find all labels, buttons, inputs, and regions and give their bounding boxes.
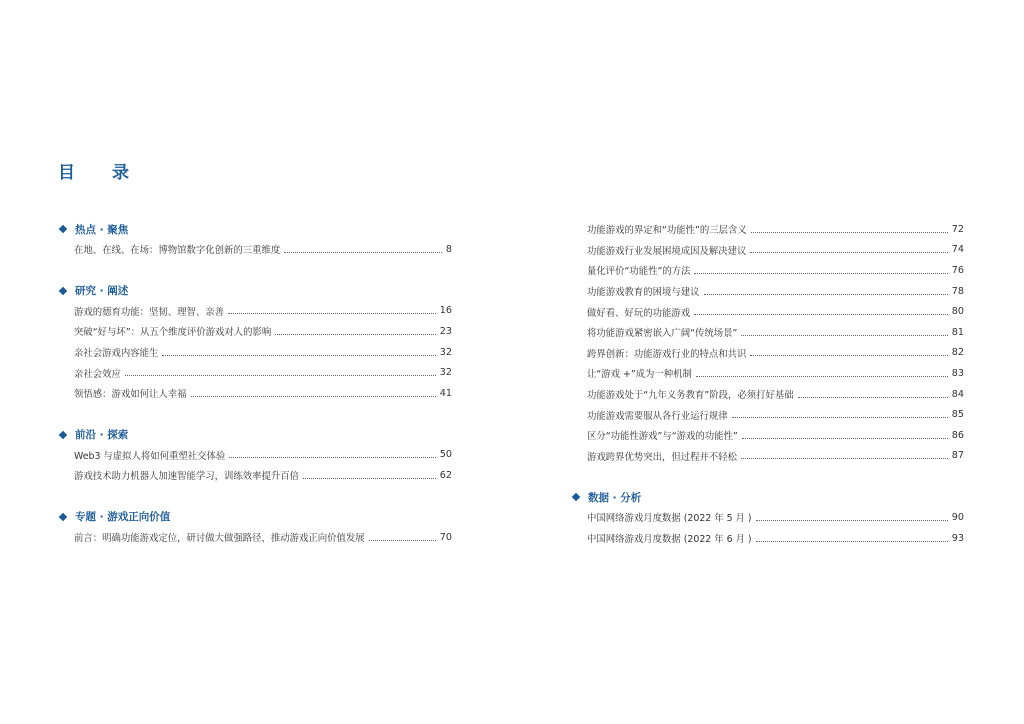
toc-entry-title: 亲社会效应 [74, 368, 121, 380]
toc-entry-title: 做好看、好玩的功能游戏 [587, 307, 691, 319]
dot-leader [191, 396, 436, 397]
dot-leader [732, 417, 948, 418]
toc-entry-page-number: 23 [439, 325, 452, 337]
section-heading-label: 专题 · 游戏正向价值 [75, 511, 171, 524]
toc-entry-title: 区分“功能性游戏”与“游戏的功能性” [587, 431, 738, 443]
dot-leader [275, 334, 436, 335]
toc-entry[interactable] [58, 383, 452, 404]
toc-entry-page-number: 72 [951, 223, 964, 235]
toc-entry-page-number: 74 [951, 244, 964, 256]
toc-entry-title: 功能游戏教育的困境与建议 [587, 287, 700, 299]
toc-entry-page-number: 16 [439, 305, 452, 317]
toc-entry-title: 功能游戏的界定和“功能性”的三层含义 [587, 225, 747, 237]
section-heading-label: 前沿 · 探索 [75, 429, 129, 442]
toc-entry-page-number: 81 [951, 326, 964, 338]
toc-section [58, 507, 452, 548]
toc-entry[interactable] [571, 281, 964, 302]
dot-leader [694, 314, 948, 315]
toc-entry-title: 领悟感：游戏如何让人幸福 [74, 389, 187, 401]
toc-entry[interactable] [58, 527, 452, 548]
dot-leader [162, 355, 435, 356]
dot-leader [696, 376, 948, 377]
toc-entry[interactable] [571, 240, 964, 261]
dot-leader [694, 273, 947, 274]
toc-entry-page-number: 62 [439, 469, 452, 481]
diamond-bullet-icon [59, 430, 67, 438]
toc-entry-page-number: 41 [439, 387, 452, 399]
dot-leader [756, 541, 948, 542]
toc-entry-page-number: 32 [439, 367, 452, 379]
toc-entry-title: 功能游戏行业发展困境成因及解决建议 [587, 245, 747, 257]
section-heading [58, 507, 452, 527]
toc-entry-title: 让“游戏 +”成为一种机制 [587, 369, 692, 381]
toc-entry-title: 亲社会游戏内容能生 [74, 348, 159, 360]
dot-leader [369, 540, 436, 541]
toc-entry[interactable] [58, 301, 452, 322]
toc-entry[interactable] [58, 465, 452, 486]
section-heading [58, 281, 452, 301]
toc-entry-page-number: 50 [439, 449, 452, 461]
toc-entry[interactable] [571, 446, 964, 467]
toc-entry-page-number: 82 [951, 347, 964, 359]
dot-leader [741, 335, 947, 336]
toc-entry[interactable] [58, 445, 452, 466]
toc-entry-title: 跨界创新：功能游戏行业的特点和共识 [587, 348, 747, 360]
section-heading [571, 487, 964, 507]
toc-section [58, 281, 452, 404]
toc-entry[interactable] [571, 301, 964, 322]
toc-entry[interactable] [571, 384, 964, 405]
section-heading-label: 数据 · 分析 [588, 491, 642, 504]
dot-leader [756, 520, 948, 521]
diamond-bullet-icon [59, 225, 67, 233]
section-heading [58, 425, 452, 445]
diamond-bullet-icon [572, 493, 580, 501]
dot-leader [751, 232, 948, 233]
toc-entry-page-number: 76 [951, 264, 964, 276]
section-heading [58, 219, 452, 239]
toc-entry-page-number: 90 [951, 511, 964, 523]
toc-entry[interactable] [58, 362, 452, 383]
toc-entry-title: 量化评价“功能性”的方法 [587, 266, 691, 278]
dot-leader [750, 252, 947, 253]
toc-entry-page-number: 85 [951, 409, 964, 421]
toc-left-column [58, 219, 452, 547]
toc-entry-title: 将功能游戏紧密嵌入广阔“传统场景” [587, 328, 738, 340]
toc-entry-title: 突破“好与坏”：从五个维度评价游戏对人的影响 [74, 327, 272, 339]
toc-entry-title: Web3 与虚拟人将如何重塑社交体验 [74, 450, 226, 462]
toc-entry-page-number: 32 [439, 346, 452, 358]
toc-entry-page-number: 70 [439, 531, 452, 543]
toc-entry-title: 在地、在线、在场：博物馆数字化创新的三重维度 [74, 245, 281, 257]
toc-entry[interactable] [571, 343, 964, 364]
page-title: 目 录 [58, 163, 139, 183]
dot-leader [704, 294, 948, 295]
toc-entry-title: 游戏跨界优势突出，但过程并不轻松 [587, 451, 738, 463]
toc-entry[interactable] [571, 528, 964, 549]
toc-section [58, 425, 452, 486]
toc-entry[interactable] [571, 260, 964, 281]
dot-leader [750, 355, 947, 356]
toc-entry[interactable] [571, 363, 964, 384]
toc-entry-page-number: 78 [951, 285, 964, 297]
toc-section [58, 219, 452, 260]
dot-leader [125, 375, 436, 376]
diamond-bullet-icon [59, 513, 67, 521]
toc-entry-title: 中国网络游戏月度数据 (2022 年 5 月 ) [587, 513, 752, 525]
toc-entry-title: 功能游戏处于“九年义务教育”阶段，必须打好基础 [587, 390, 794, 402]
dot-leader [742, 438, 948, 439]
toc-entry[interactable] [58, 321, 452, 342]
dot-leader [229, 457, 436, 458]
dot-leader [798, 397, 948, 398]
toc-entry-title: 游戏的德育功能：坚韧、理智、亲善 [74, 306, 225, 318]
toc-entry-title: 功能游戏需要服从各行业运行规律 [587, 410, 728, 422]
section-heading-label: 热点 · 聚焦 [75, 223, 129, 236]
dot-leader [303, 478, 436, 479]
toc-entry[interactable] [571, 507, 964, 528]
toc-section-continued [571, 219, 964, 466]
toc-entry-title: 前言：明确功能游戏定位，研讨做大做强路径，推动游戏正向价值发展 [74, 533, 365, 545]
section-heading-label: 研究 · 阐述 [75, 285, 129, 298]
toc-entry-page-number: 83 [951, 367, 964, 379]
toc-entry-title: 游戏技术助力机器人加速智能学习，训练效率提升百倍 [74, 471, 300, 483]
diamond-bullet-icon [59, 286, 67, 294]
toc-entry-page-number: 93 [951, 532, 964, 544]
toc-entry[interactable] [571, 404, 964, 425]
toc-entry-title: 中国网络游戏月度数据 (2022 年 6 月 ) [587, 534, 752, 546]
toc-entry[interactable] [571, 322, 964, 343]
toc-entry-page-number: 87 [951, 450, 964, 462]
toc-entry-page-number: 80 [951, 306, 964, 318]
toc-entry[interactable] [571, 219, 964, 240]
dot-leader [741, 458, 948, 459]
toc-entry-page-number: 8 [445, 243, 452, 255]
toc-section [571, 487, 964, 548]
toc-entry[interactable] [571, 425, 964, 446]
dot-leader [228, 313, 436, 314]
toc-entry[interactable] [58, 239, 452, 260]
toc-right-column [571, 219, 964, 548]
dot-leader [284, 252, 442, 253]
toc-entry-page-number: 84 [951, 388, 964, 400]
toc-entry[interactable] [58, 342, 452, 363]
toc-entry-page-number: 86 [951, 429, 964, 441]
